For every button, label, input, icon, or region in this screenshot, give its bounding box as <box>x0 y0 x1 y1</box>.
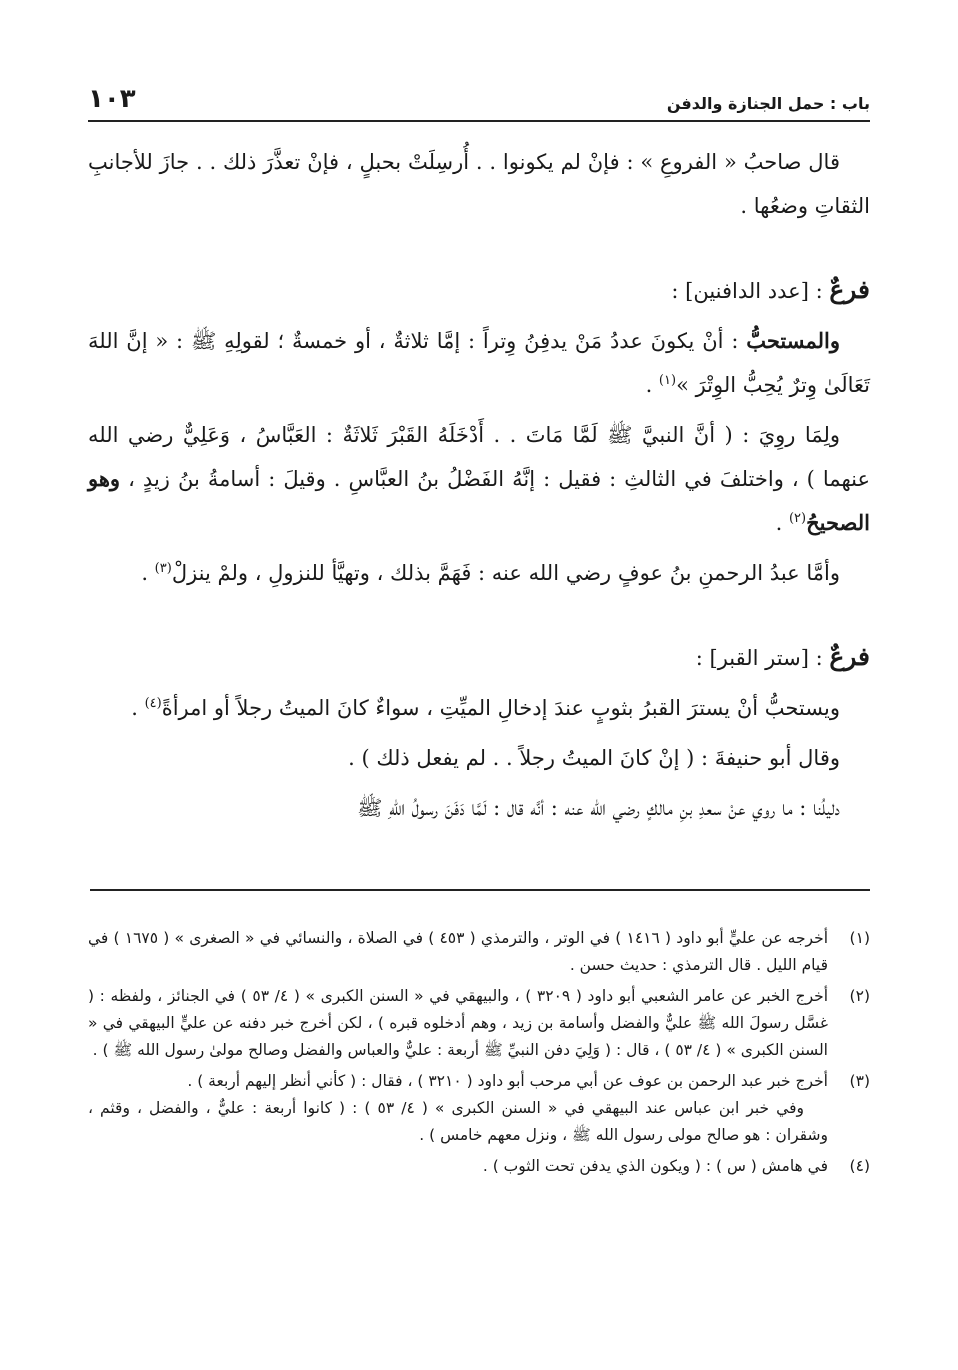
footnote <box>88 925 870 979</box>
heading-label: فرعٌ <box>829 642 870 671</box>
footnote <box>88 983 870 1064</box>
heading-label: فرعٌ <box>829 275 870 304</box>
paragraph-4: وأمَّا عبدُ الرحمنِ بنُ عوفٍ رضي الله عنه : فَهَمَّ بذلك ، وتهيَّأ للنزولِ ، ولمْ ينزلْ$^{(٣)}$ . <box>141 561 840 585</box>
footnote-ref[interactable]: (١) <box>658 373 677 388</box>
paragraph-7: دليلُنا : ما روي عنْ سعدِ بنِ مالكٍ رضي الله عنه : أنَّه قال : لَمَّا دَفَنَ رسولُ اللهِ ﷺ <box>357 796 840 820</box>
paragraph-6: وقال أبو حنيفةَ : ( إنْ كانَ الميتُ رجلاً . . لم يفعل ذلك ) . <box>348 746 840 770</box>
footnote-text: أخرج الخبر عن عامر الشعبي أبو داود ( ٣٢٠٩ ) ، والبيهقي في « السنن الكبرى » ( ٤/ ٥٣ ) في الجنائز ، ولفظه : ( غسَّل رسولَ الله ﷺ عليٌّ والفضل وأسامة بن زيد ، وهم أدخلوه قبره ) ، لكن أخرج خبر دفنه عن عليٍّ البيهقي في « السنن الكبرى » ( ٤/ ٥٣ ) ، قال : ( وَلِيَ دفن النبيِّ ﷺ أربعة : عليٌّ والعباس والفضل وصالح مولىٰ رسول الله ﷺ ) . <box>88 987 829 1059</box>
footnote-text: وفي خبر ابن عباس عند البيهقي في « السنن الكبرى » ( ٤/ ٥٣ ) : ( كانوا أربعة : عليٌّ ، والفضل ، وقثم ، وشقران : هو صالح مولى رسول الله ﷺ ، ونزل معهم خامس ) . <box>88 1099 828 1144</box>
paragraph-2: والمستحبُّ : أنْ يكونَ عددُ مَنْ يدفِنُ وِتراً : إمَّا ثلاثةٌ ، أو خمسةٌ ؛ لقولِهِ ﷺ : « إنَّ اللهَ تَعَالَىٰ وِترٌ يُحِبُّ الوِتْرَ »$^{(١)}$ . <box>88 328 870 397</box>
footnote-text: أخرجه عن عليٍّ أبو داود ( ١٤١٦ ) في الوتر ، والترمذي ( ٤٥٣ ) في الصلاة ، والنسائي في « الصغرى » ( ١٦٧٥ ) في قيام الليل . قال الترمذي : حديث حسن . <box>88 929 828 974</box>
section-heading-1 <box>88 268 870 313</box>
main-text <box>88 140 870 836</box>
footnote-number: (٢) <box>849 987 870 1005</box>
chapter-title: باب : حمل الجنازة والدفن <box>666 94 870 113</box>
heading-title: : [ستر القبر] : <box>695 646 830 670</box>
footnote-ref[interactable]: (٤) <box>144 696 162 711</box>
footnote-ref[interactable]: (٣) <box>154 561 172 576</box>
paragraph-5: ويستحبُّ أنْ يسترَ القبرُ بثوبٍ عندَ إدخالِ الميِّتِ ، سواءٌ كانَ الميتُ رجلاً أو امرأةً$^{(٤)}$ . <box>131 696 840 720</box>
footnotes <box>88 925 870 1184</box>
running-header <box>88 84 870 122</box>
footnote-separator <box>90 889 870 891</box>
page-number: ١٠٣ <box>88 84 136 114</box>
footnote-number: (٤) <box>849 1157 870 1175</box>
paragraph-3: ولِمَا روِيَ : ( أنَّ النبيَّ ﷺ لَمَّا مَاتَ . . أَدْخَلَهُ القَبْرَ ثَلاثَةٌ : العَبَّاسُ ، وَعَلِيٌّ رضي الله عنهما ) ، واختلفَ في الثالثِ : فقيل : إنَّهُ الفَضْلُ بنُ العبَّاسِ . وقيلَ : أسامةُ بنُ زيدٍ ، وهو الصحيحُ$^{(٢)}$ . <box>88 423 870 535</box>
paragraph-1: قال صاحبُ « الفروعِ » : فإنْ لم يكونوا . . أُرسِلَتْ بحبلٍ ، فإنْ تعذَّرَ ذلك . . جازَ للأجانبِ الثقاتِ وضعُها . <box>88 150 870 218</box>
footnote-text: أخرج خبر عبد الرحمن بن عوف عن أبي مرحب أبو داود ( ٣٢١٠ ) ، فقال : ( كأني أنظر إليهم أربعة ) . <box>187 1072 828 1090</box>
footnote-number: (١) <box>849 929 870 947</box>
section-heading-2 <box>88 635 870 680</box>
footnote-text: في هامش ( س ) : ( ويكون الذي يدفن تحت الثوب ) . <box>482 1157 828 1175</box>
footnote <box>88 1068 870 1149</box>
footnote <box>88 1153 870 1180</box>
heading-title: : [عدد الدافنين] : <box>671 279 830 303</box>
footnote-ref[interactable]: (٢) <box>788 511 807 526</box>
footnote-number: (٣) <box>849 1072 870 1090</box>
